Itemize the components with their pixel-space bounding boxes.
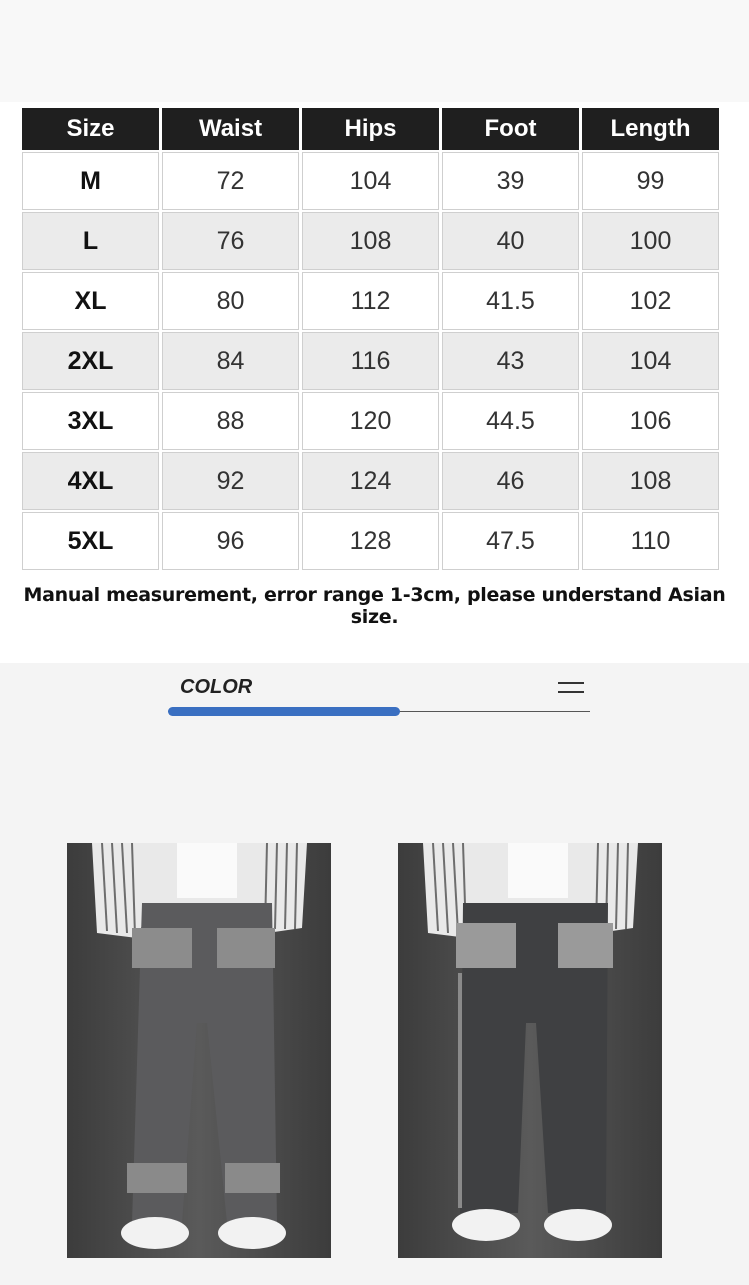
top-band bbox=[0, 0, 749, 102]
header-waist: Waist bbox=[162, 108, 299, 150]
waist-cell: 88 bbox=[162, 392, 299, 450]
size-cell: 4XL bbox=[22, 452, 159, 510]
foot-cell: 39 bbox=[442, 152, 579, 210]
color-section-title: COLOR bbox=[180, 676, 253, 698]
table-row bbox=[22, 452, 719, 510]
hips-cell: 128 bbox=[302, 512, 439, 570]
waist-cell: 84 bbox=[162, 332, 299, 390]
hips-cell: 124 bbox=[302, 452, 439, 510]
header-foot: Foot bbox=[442, 108, 579, 150]
menu-icon bbox=[558, 682, 584, 696]
length-cell: 110 bbox=[582, 512, 719, 570]
product-photo-right bbox=[398, 843, 662, 1258]
size-chart-table bbox=[19, 106, 722, 572]
length-cell: 108 bbox=[582, 452, 719, 510]
header-length: Length bbox=[582, 108, 719, 150]
size-cell: XL bbox=[22, 272, 159, 330]
size-cell: L bbox=[22, 212, 159, 270]
table-row bbox=[22, 332, 719, 390]
pants-illustration-left bbox=[67, 843, 331, 1258]
length-cell: 106 bbox=[582, 392, 719, 450]
header-size: Size bbox=[22, 108, 159, 150]
foot-cell: 44.5 bbox=[442, 392, 579, 450]
pants-illustration-right bbox=[398, 843, 662, 1258]
foot-cell: 43 bbox=[442, 332, 579, 390]
header-hips: Hips bbox=[302, 108, 439, 150]
table-row bbox=[22, 272, 719, 330]
hips-cell: 116 bbox=[302, 332, 439, 390]
foot-cell: 46 bbox=[442, 452, 579, 510]
waist-cell: 80 bbox=[162, 272, 299, 330]
length-cell: 100 bbox=[582, 212, 719, 270]
measurement-note: Manual measurement, error range 1-3cm, please understand Asian size. bbox=[23, 584, 726, 628]
length-cell: 99 bbox=[582, 152, 719, 210]
color-section-accent-bar bbox=[168, 707, 400, 716]
table-row bbox=[22, 152, 719, 210]
waist-cell: 92 bbox=[162, 452, 299, 510]
waist-cell: 72 bbox=[162, 152, 299, 210]
size-cell: 5XL bbox=[22, 512, 159, 570]
hips-cell: 104 bbox=[302, 152, 439, 210]
hips-cell: 112 bbox=[302, 272, 439, 330]
size-cell: 3XL bbox=[22, 392, 159, 450]
length-cell: 102 bbox=[582, 272, 719, 330]
size-cell: 2XL bbox=[22, 332, 159, 390]
foot-cell: 41.5 bbox=[442, 272, 579, 330]
hips-cell: 108 bbox=[302, 212, 439, 270]
table-row bbox=[22, 512, 719, 570]
foot-cell: 40 bbox=[442, 212, 579, 270]
size-chart-header-row bbox=[22, 108, 719, 150]
table-row bbox=[22, 392, 719, 450]
foot-cell: 47.5 bbox=[442, 512, 579, 570]
size-cell: M bbox=[22, 152, 159, 210]
product-photo-left bbox=[67, 843, 331, 1258]
waist-cell: 96 bbox=[162, 512, 299, 570]
length-cell: 104 bbox=[582, 332, 719, 390]
table-row bbox=[22, 212, 719, 270]
hips-cell: 120 bbox=[302, 392, 439, 450]
waist-cell: 76 bbox=[162, 212, 299, 270]
